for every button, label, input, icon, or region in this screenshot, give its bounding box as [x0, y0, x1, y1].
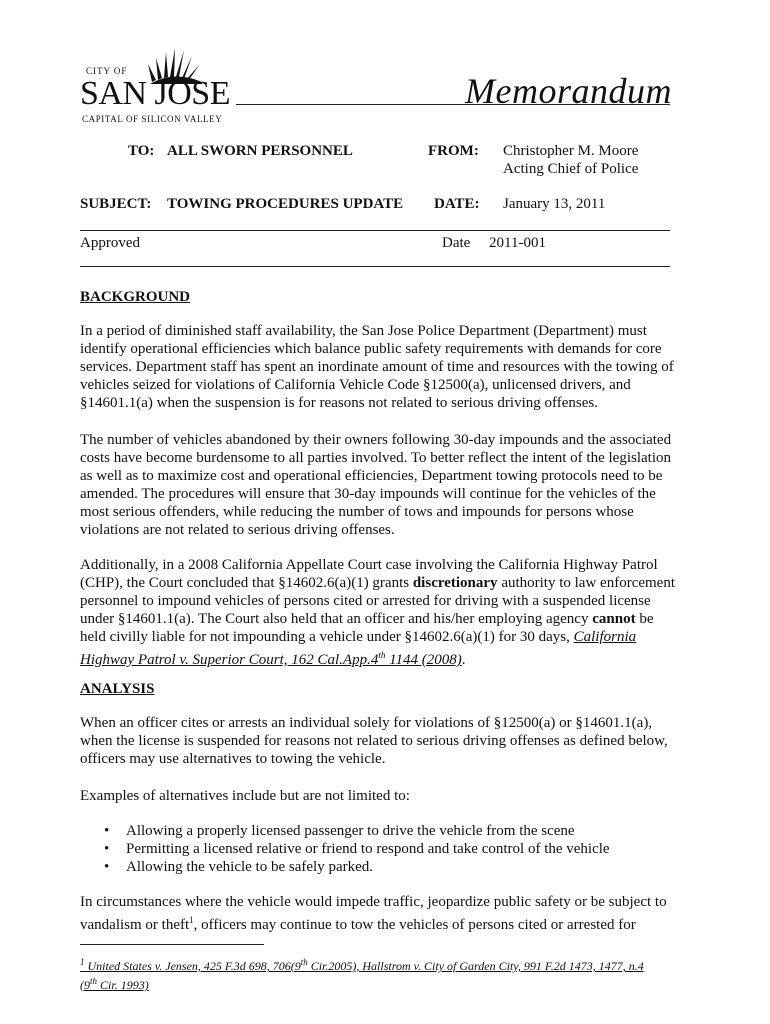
list-item-text: Allowing a properly licensed passenger to drive the vehicle from the scene: [126, 823, 575, 839]
alternatives-list: [104, 822, 610, 876]
text-line: [80, 628, 684, 646]
analysis-paragraph-1: [80, 714, 684, 768]
footnote: [80, 955, 644, 993]
text-fragment: United States v. Jensen, 425 F.3d 698, 706(9: [87, 959, 301, 973]
text-line: officers may use alternatives to towing the vehicle.: [80, 751, 386, 767]
to-value: ALL SWORN PERSONNEL: [167, 143, 353, 159]
text-fragment: , officers may continue to tow the vehicles of persons cited or arrested for: [193, 917, 636, 933]
text-line: [80, 974, 644, 993]
date-label: DATE:: [434, 196, 480, 212]
text-line: [80, 646, 684, 669]
text-line: [80, 911, 684, 934]
header-rule-top: [80, 230, 670, 231]
subject-label: SUBJECT:: [80, 196, 152, 212]
case-citation: California: [573, 629, 637, 645]
text-fragment: under §14601.1(a). The Court also held that an officer and his/her employing agency: [80, 611, 593, 627]
text-line: services. Department staff has spent an inordinate amount of time and resources with the towing of: [80, 359, 674, 375]
header-rule-bottom: [80, 266, 670, 267]
background-heading: BACKGROUND: [80, 289, 191, 305]
list-item: [104, 822, 610, 840]
text-line: The number of vehicles abandoned by their owners following 30-day impounds and the associated: [80, 432, 672, 448]
analysis-paragraph-2: [80, 787, 684, 805]
text-fragment: Cir.2005), Hallstrom v. City of Garden City, 991 F.2d 1473, 1477, n.4: [307, 959, 644, 973]
superscript: th: [300, 957, 308, 967]
text-fragment: .: [461, 652, 466, 668]
text-fragment: Highway Patrol v. Superior Court, 162 Cal.App.4: [80, 652, 379, 668]
text-line: costs have become burdensome to all parties involved. To better reflect the intent of the legislation: [80, 450, 671, 466]
text-line: §14601.1(a) when the suspension is for reasons not related to serious driving offenses.: [80, 395, 598, 411]
text-line: amended. The procedures will ensure that 30-day impounds will continue for the vehicles of the: [80, 486, 656, 502]
memo-number-value: 2011-001: [489, 235, 546, 251]
to-label: TO:: [128, 143, 155, 159]
from-title: Acting Chief of Police: [503, 161, 639, 177]
analysis-heading: ANALYSIS: [80, 681, 155, 697]
background-paragraph-1: [80, 322, 684, 412]
emphasis-cannot: cannot: [592, 611, 636, 627]
text-fragment: held civilly liable for not impounding a vehicle under §14602.6(a)(1) for 30 days,: [80, 629, 574, 645]
logo-city-of: CITY OF: [86, 66, 128, 76]
memo-number-label: Date: [442, 235, 471, 251]
logo-san-jose: SAN JOSE: [80, 75, 230, 112]
bullet-icon: •: [104, 841, 110, 857]
text-line: [80, 574, 684, 592]
background-paragraph-2: [80, 431, 684, 539]
date-value: January 13, 2011: [503, 196, 606, 212]
emphasis-discretionary: discretionary: [412, 575, 498, 591]
superscript: th: [90, 976, 98, 986]
bullet-icon: •: [104, 859, 110, 875]
text-line: as well as to maximize cost and operational efficiencies, Department towing protocols need to be: [80, 468, 663, 484]
text-fragment: vandalism or theft: [80, 917, 190, 933]
memo-title: Memorandum: [465, 71, 672, 111]
text-fragment: Cir. 1993): [97, 978, 149, 992]
subject-value: TOWING PROCEDURES UPDATE: [167, 196, 404, 212]
text-line: most serious offenders, while reducing the number of tows and impounds for persons whose: [80, 504, 634, 520]
text-line: [80, 955, 644, 974]
text-fragment: authority to law enforcement: [497, 575, 675, 591]
text-line: violations are not related to serious driving offenses.: [80, 522, 395, 538]
list-item: [104, 840, 610, 858]
from-name: Christopher M. Moore: [503, 143, 639, 159]
analysis-paragraph-3: [80, 893, 684, 934]
case-citation: [80, 652, 462, 668]
text-line: [80, 610, 684, 628]
superscript: th: [378, 650, 386, 660]
logo-tagline: CAPITAL OF SILICON VALLEY: [82, 114, 223, 124]
text-line: Additionally, in a 2008 California Appellate Court case involving the California Highway Patrol: [80, 557, 658, 573]
text-line: personnel to impound vehicles of persons cited or arrested for driving with a suspended license: [80, 593, 651, 609]
bullet-icon: •: [104, 823, 110, 839]
list-item: [104, 858, 610, 876]
from-label: FROM:: [428, 143, 479, 159]
text-fragment: 1144 (2008): [385, 652, 462, 668]
city-logo: [80, 44, 250, 122]
text-fragment: (CHP), the Court concluded that §14602.6(a)(1) grants: [80, 575, 413, 591]
text-line: when the license is suspended for reasons not related to serious driving offenses as defined below,: [80, 733, 668, 749]
list-item-text: Permitting a licensed relative or friend to respond and take control of the vehicle: [126, 841, 610, 857]
text-fragment: be: [635, 611, 654, 627]
text-line: In a period of diminished staff availability, the San Jose Police Department (Department) must: [80, 323, 647, 339]
text-line: identify operational efficiencies which balance public safety requirements with demands for core: [80, 341, 662, 357]
footnote-reference[interactable]: 1: [189, 915, 194, 925]
background-paragraph-3: [80, 556, 684, 669]
footnote-separator: [80, 944, 264, 945]
text-line: vehicles seized for violations of California Vehicle Code §12500(a), unlicensed drivers, and: [80, 377, 631, 393]
text-fragment: (9: [80, 978, 90, 992]
approved-label: Approved: [80, 235, 140, 251]
footnote-marker: 1: [80, 957, 85, 967]
text-line: When an officer cites or arrests an individual solely for violations of §12500(a) or §14601.1(a),: [80, 715, 653, 731]
text-line: Examples of alternatives include but are not limited to:: [80, 788, 410, 804]
list-item-text: Allowing the vehicle to be safely parked.: [126, 859, 374, 875]
text-line: In circumstances where the vehicle would impede traffic, jeopardize public safety or be subject to: [80, 894, 667, 910]
